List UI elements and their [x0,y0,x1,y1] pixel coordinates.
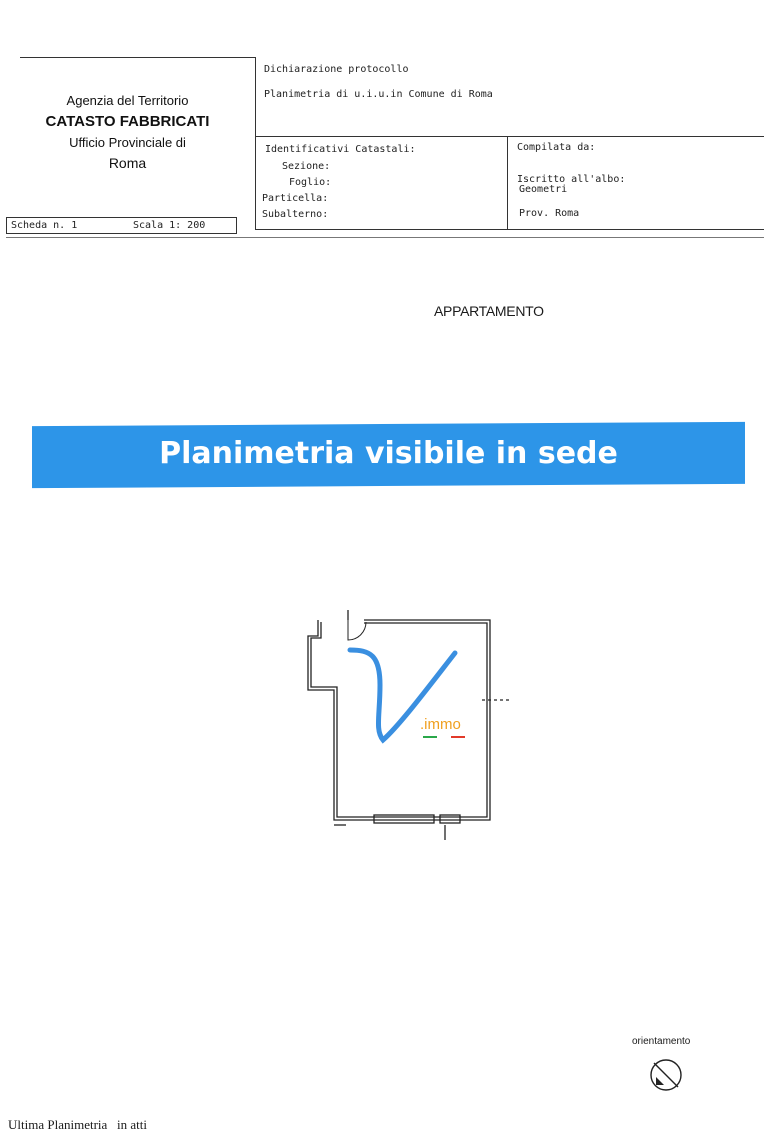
compiler-divider [507,136,508,229]
profession-value: Geometri [519,184,568,195]
catasto-title: CATASTO FABBRICATI [45,113,210,130]
particella-label: Particella: [262,193,329,204]
header-bottom-rule [255,229,764,230]
scheda-number: Scheda n. 1 [11,220,78,231]
province-value: Prov. Roma [519,208,580,219]
page-rule [6,237,764,238]
agency-block [20,90,235,174]
footer-note: Ultima Planimetria in atti [8,1117,148,1132]
subalterno-label: Subalterno: [262,209,329,220]
banner-text: Planimetria visibile in sede [159,436,618,471]
identifiers-title: Identificativi Catastali: [265,144,416,155]
office-city: Roma [108,155,147,171]
foglio-label: Foglio: [289,177,332,188]
header-vertical-divider [255,57,256,230]
registered-label: Iscritto all'albo: [517,174,626,185]
agency-name: Agenzia del Territorio [66,93,189,108]
logo-brand-text: .immo [420,716,461,733]
declaration-label: Dichiarazione protocollo [264,64,409,75]
sezione-label: Sezione: [282,161,331,172]
compass-icon [648,1057,684,1093]
unit-type-label: APPARTAMENTO [434,303,544,319]
header-top-rule [20,57,256,58]
orientation-label: orientamento [632,1036,691,1047]
header-mid-rule [255,136,764,137]
scala-value: Scala 1: 200 [133,220,206,231]
compiler-title: Compilata da: [517,142,596,153]
plan-title: Planimetria di u.i.u.in Comune di Roma [264,89,493,100]
office-label: Ufficio Provinciale di [69,135,186,150]
